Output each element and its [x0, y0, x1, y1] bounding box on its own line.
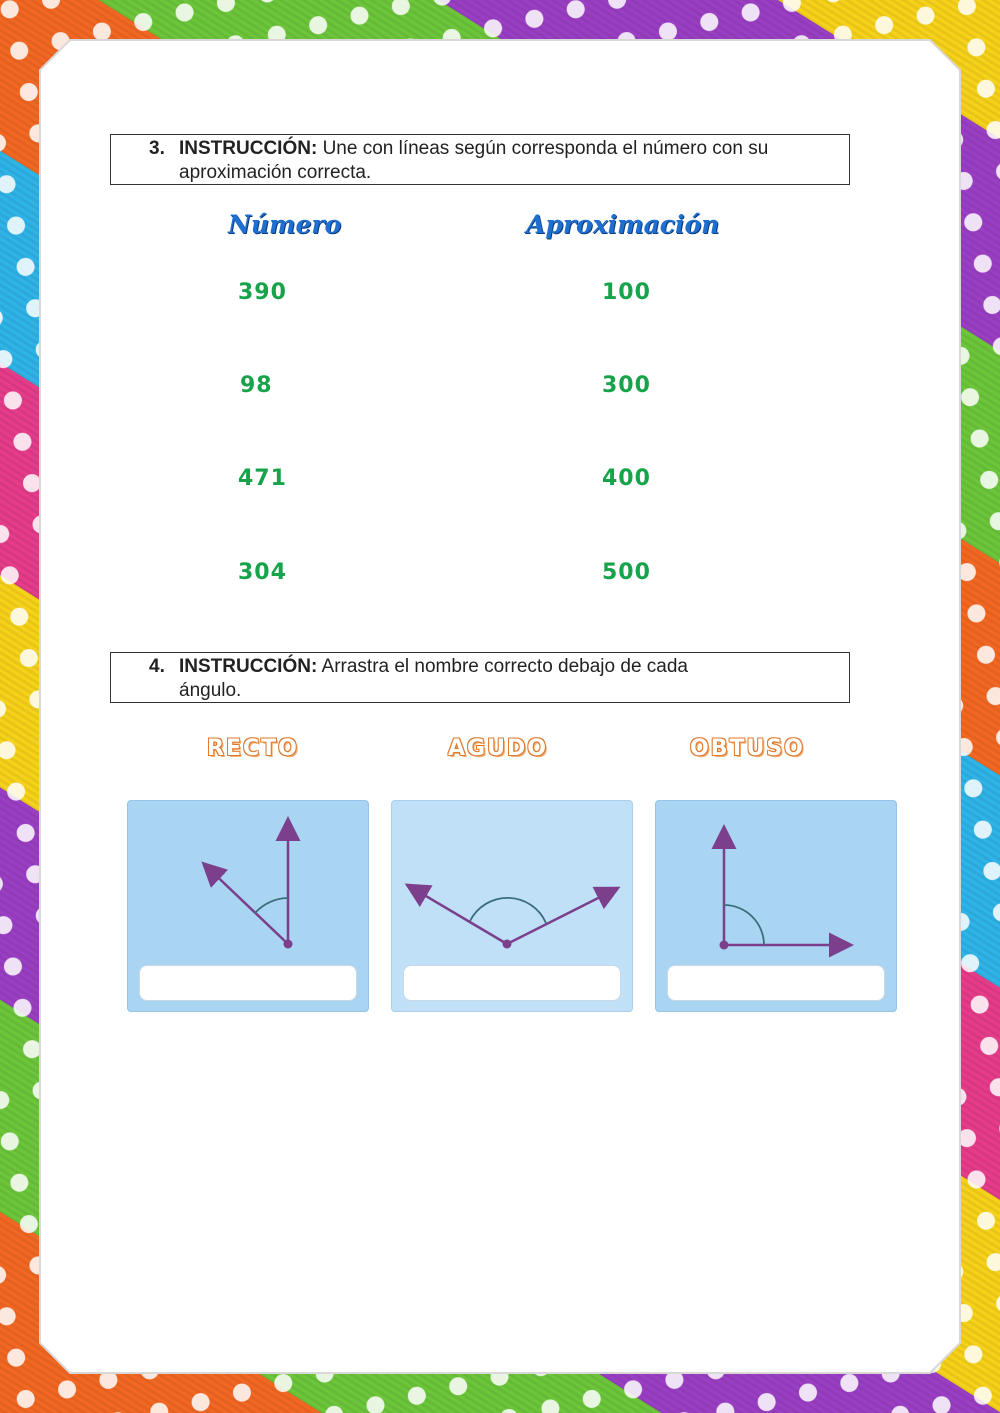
number-item[interactable]: 390 — [238, 280, 287, 305]
column-header-numero: Número — [228, 210, 342, 239]
instruction-box-4 — [110, 652, 850, 703]
instruction-label: INSTRUCCIÓN: — [179, 656, 318, 677]
option-obtuso[interactable]: OBTUSO — [690, 736, 805, 761]
approximation-item[interactable]: 300 — [602, 373, 651, 398]
angle-card-1 — [127, 800, 369, 1012]
approximation-item[interactable]: 500 — [602, 560, 651, 585]
number-item[interactable]: 471 — [238, 466, 287, 491]
number-item[interactable]: 98 — [240, 373, 273, 398]
instruction-text: Une con líneas según corresponda el número con su — [322, 138, 769, 159]
answer-drop-zone-2[interactable] — [403, 965, 621, 1001]
column-header-aproximacion: Aproximación — [526, 210, 720, 239]
angle-card-3 — [655, 800, 897, 1012]
instruction-text-cont: aproximación correcta. — [179, 162, 372, 183]
instruction-number: 4. — [149, 656, 165, 677]
instruction-number: 3. — [149, 138, 165, 159]
answer-drop-zone-1[interactable] — [139, 965, 357, 1001]
angle-card-2 — [391, 800, 633, 1012]
approximation-item[interactable]: 100 — [602, 280, 651, 305]
answer-drop-zone-3[interactable] — [667, 965, 885, 1001]
instruction-text-cont: ángulo. — [179, 680, 242, 701]
option-recto[interactable]: RECTO — [207, 736, 299, 761]
instruction-box-3 — [110, 134, 850, 185]
option-agudo[interactable]: AGUDO — [448, 736, 548, 761]
number-item[interactable]: 304 — [238, 560, 287, 585]
instruction-label: INSTRUCCIÓN: — [179, 138, 318, 159]
instruction-text: Arrastra el nombre correcto debajo de cada — [321, 656, 688, 677]
approximation-item[interactable]: 400 — [602, 466, 651, 491]
